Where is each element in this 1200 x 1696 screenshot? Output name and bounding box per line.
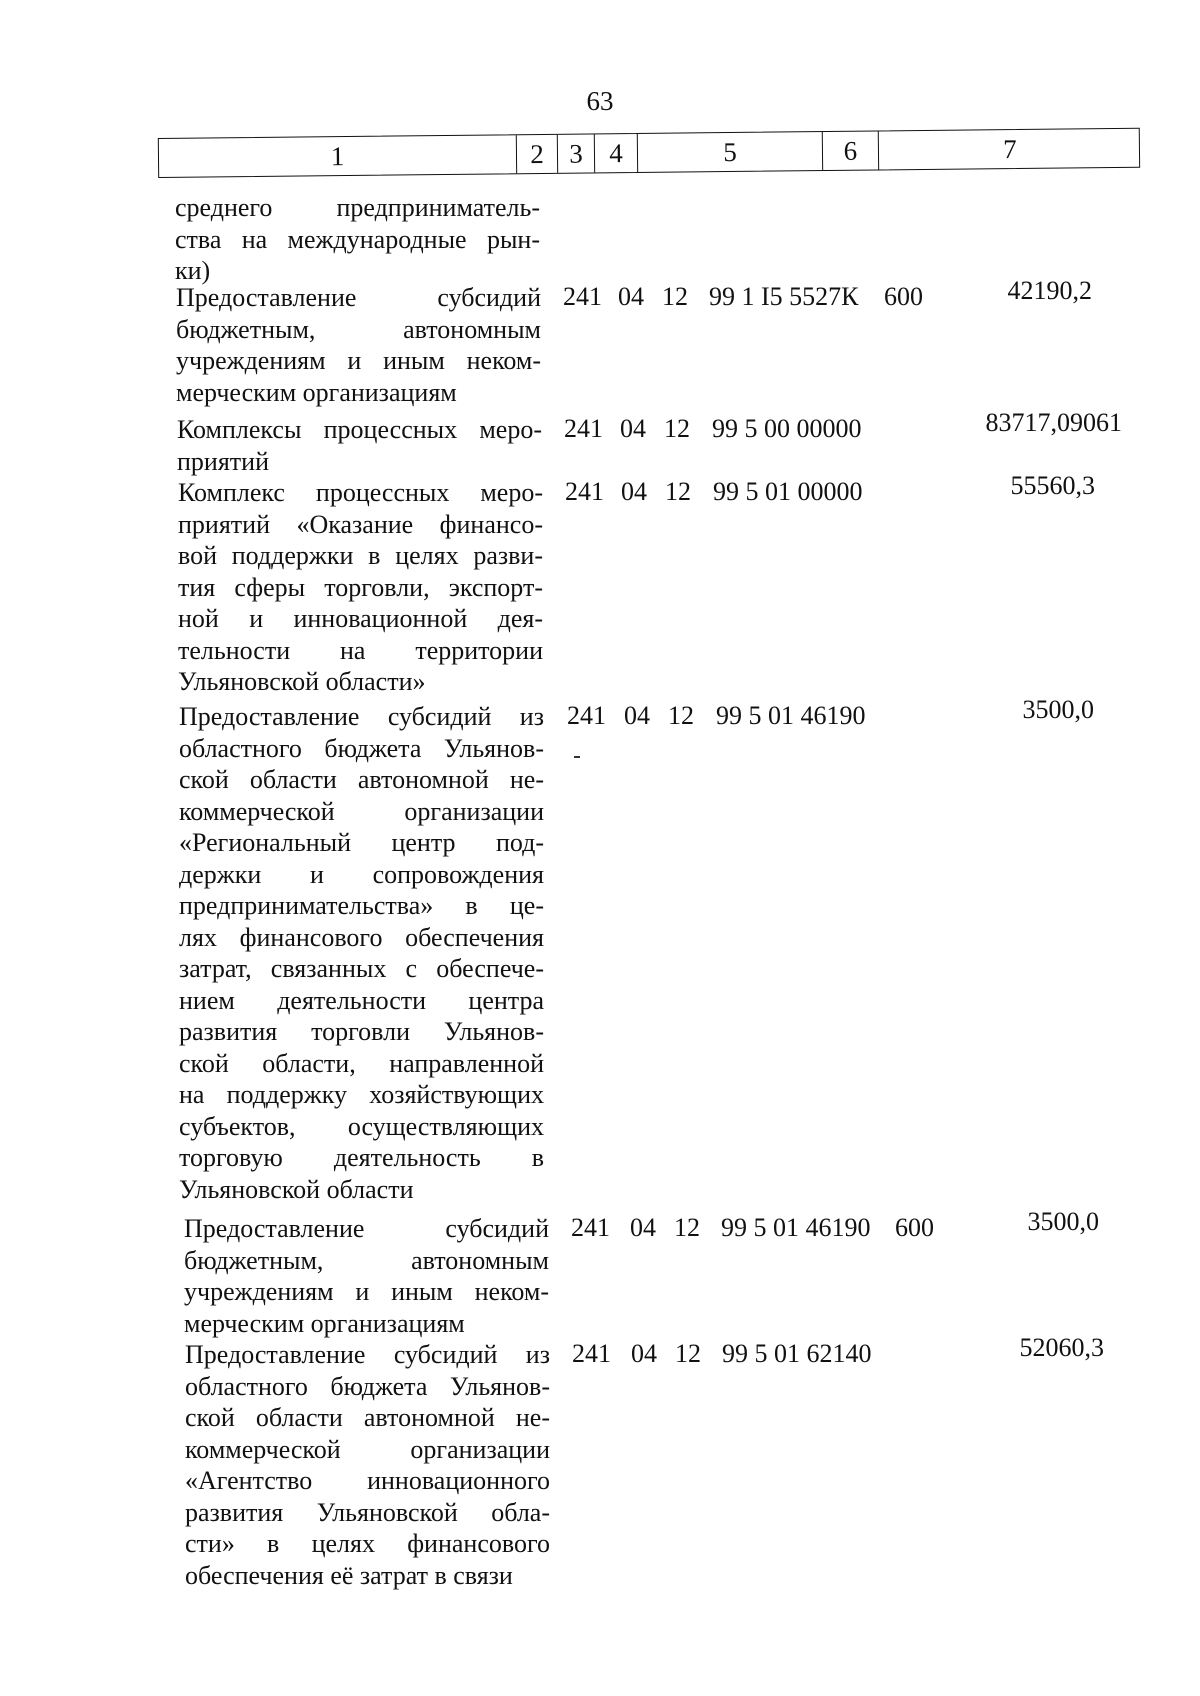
- description-line: областного бюджета Ульянов-: [179, 733, 544, 763]
- code-col-5: 99 1 I5 5527К: [709, 282, 859, 311]
- description-line: Предоставление субсидий из: [185, 1340, 550, 1369]
- code-col-5: 99 5 01 62140: [722, 1339, 872, 1368]
- code-col-3: 04: [621, 477, 647, 506]
- description-line: коммерческой организации: [179, 796, 544, 826]
- header-cell-4: 4: [595, 134, 638, 172]
- row-description: [177, 414, 542, 477]
- description-line: на поддержку хозяйствующих: [179, 1080, 544, 1109]
- code-col-5: 99 5 01 46190: [721, 1213, 871, 1242]
- description-line: приятий «Оказание финансо-: [178, 509, 543, 539]
- code-col-5: 99 5 00 00000: [712, 414, 862, 443]
- code-col-2: 241: [564, 414, 603, 443]
- description-line: «Региональный центр под-: [179, 828, 544, 857]
- code-col-3: 04: [620, 414, 646, 443]
- description-line: мерческим организациям: [184, 1308, 465, 1338]
- description-line: мерческим организациям: [176, 377, 457, 407]
- code-col-4: 12: [674, 1213, 700, 1242]
- code-col-3: 04: [618, 282, 644, 311]
- description-line: развития Ульяновской обла-: [185, 1497, 550, 1527]
- description-line: Предоставление субсидий: [184, 1214, 549, 1243]
- page-number: 63: [586, 86, 614, 116]
- description-line: областного бюджета Ульянов-: [185, 1371, 550, 1401]
- description-line: коммерческой организации: [185, 1434, 550, 1464]
- description-line: вой поддержки в целях разви-: [178, 541, 543, 570]
- code-col-3: 04: [630, 1213, 656, 1242]
- amount-col-7: 42190,2: [1007, 276, 1092, 305]
- description-line: держки и сопровождения: [179, 859, 544, 889]
- description-line: предпринимательства» в це-: [179, 891, 544, 920]
- description-line: нием деятельности центра: [179, 985, 544, 1015]
- description-line: Ульяновской области»: [178, 667, 426, 696]
- code-col-4: 12: [675, 1339, 701, 1368]
- column-header-row: [158, 128, 1140, 178]
- row-description: [184, 1213, 549, 1339]
- description-line: Комплекс процессных меро-: [178, 478, 543, 507]
- description-line: торговую деятельность в: [179, 1143, 544, 1172]
- code-col-2: 241: [571, 1213, 610, 1242]
- code-col-4: 12: [664, 414, 690, 443]
- row-description: [175, 192, 540, 287]
- amount-col-7: 3500,0: [1022, 695, 1094, 724]
- header-cell-3: 3: [558, 134, 595, 172]
- description-line: Предоставление субсидий: [176, 283, 541, 312]
- row-description: [176, 282, 541, 408]
- description-line: Ульяновской области: [179, 1174, 414, 1204]
- description-line: «Агентство инновационного: [185, 1466, 550, 1495]
- header-cell-2: 2: [517, 135, 558, 173]
- description-line: среднего предприниматель-: [175, 193, 540, 222]
- header-cell-6: 6: [823, 131, 879, 170]
- description-line: субъектов, осуществляющих: [179, 1111, 544, 1141]
- description-line: сти» в целях финансового: [185, 1529, 550, 1558]
- description-line: ской области, направленной: [179, 1048, 544, 1078]
- amount-col-7: 55560,3: [1010, 471, 1095, 500]
- description-line: ной и инновационной дея-: [178, 604, 543, 633]
- code-col-6: 600: [895, 1213, 934, 1242]
- amount-col-7: 52060,3: [1019, 1333, 1104, 1362]
- description-line: ской области автономной не-: [185, 1403, 550, 1432]
- description-line: бюджетным, автономным: [184, 1245, 549, 1275]
- description-line: ства на международные рын-: [175, 224, 540, 254]
- row-description: [185, 1339, 550, 1591]
- description-line: приятий: [177, 446, 269, 476]
- description-line: лях финансового обеспечения: [179, 922, 544, 952]
- code-col-3: 04: [631, 1339, 657, 1368]
- description-line: обеспечения её затрат в связи: [185, 1560, 513, 1590]
- description-line: учреждениям и иным неком-: [184, 1277, 549, 1306]
- header-cell-1: 1: [159, 135, 517, 177]
- code-col-2: 241: [565, 477, 604, 506]
- code-col-2: 241: [572, 1339, 611, 1368]
- description-line: Предоставление субсидий из: [179, 702, 544, 731]
- description-line: тия сферы торговли, экспорт-: [178, 572, 543, 602]
- description-line: затрат, связанных с обеспече-: [179, 954, 544, 983]
- row-description: [178, 477, 543, 698]
- amount-col-7: 83717,09061: [985, 408, 1122, 437]
- code-col-2: 241: [563, 282, 602, 311]
- code-col-4: 12: [665, 477, 691, 506]
- description-line: бюджетным, автономным: [176, 314, 541, 344]
- description-line: Комплексы процессных меро-: [177, 415, 542, 444]
- description-line: тельности на территории: [178, 635, 543, 665]
- description-line: развития торговли Ульянов-: [179, 1017, 544, 1046]
- scan-speck: [574, 756, 580, 758]
- header-cell-5: 5: [638, 132, 823, 172]
- code-col-2: 241: [567, 701, 606, 730]
- code-col-4: 12: [668, 701, 694, 730]
- row-description: [179, 701, 544, 1205]
- description-line: ки): [175, 256, 211, 285]
- code-col-5: 99 5 01 46190: [716, 701, 866, 730]
- description-line: ской области автономной не-: [179, 765, 544, 794]
- code-col-4: 12: [662, 282, 688, 311]
- amount-col-7: 3500,0: [1027, 1207, 1099, 1236]
- header-cell-7: 7: [1003, 134, 1017, 165]
- code-col-3: 04: [624, 701, 650, 730]
- description-line: учреждениям и иным неком-: [176, 346, 541, 375]
- code-col-6: 600: [884, 282, 923, 311]
- code-col-5: 99 5 01 00000: [713, 477, 863, 506]
